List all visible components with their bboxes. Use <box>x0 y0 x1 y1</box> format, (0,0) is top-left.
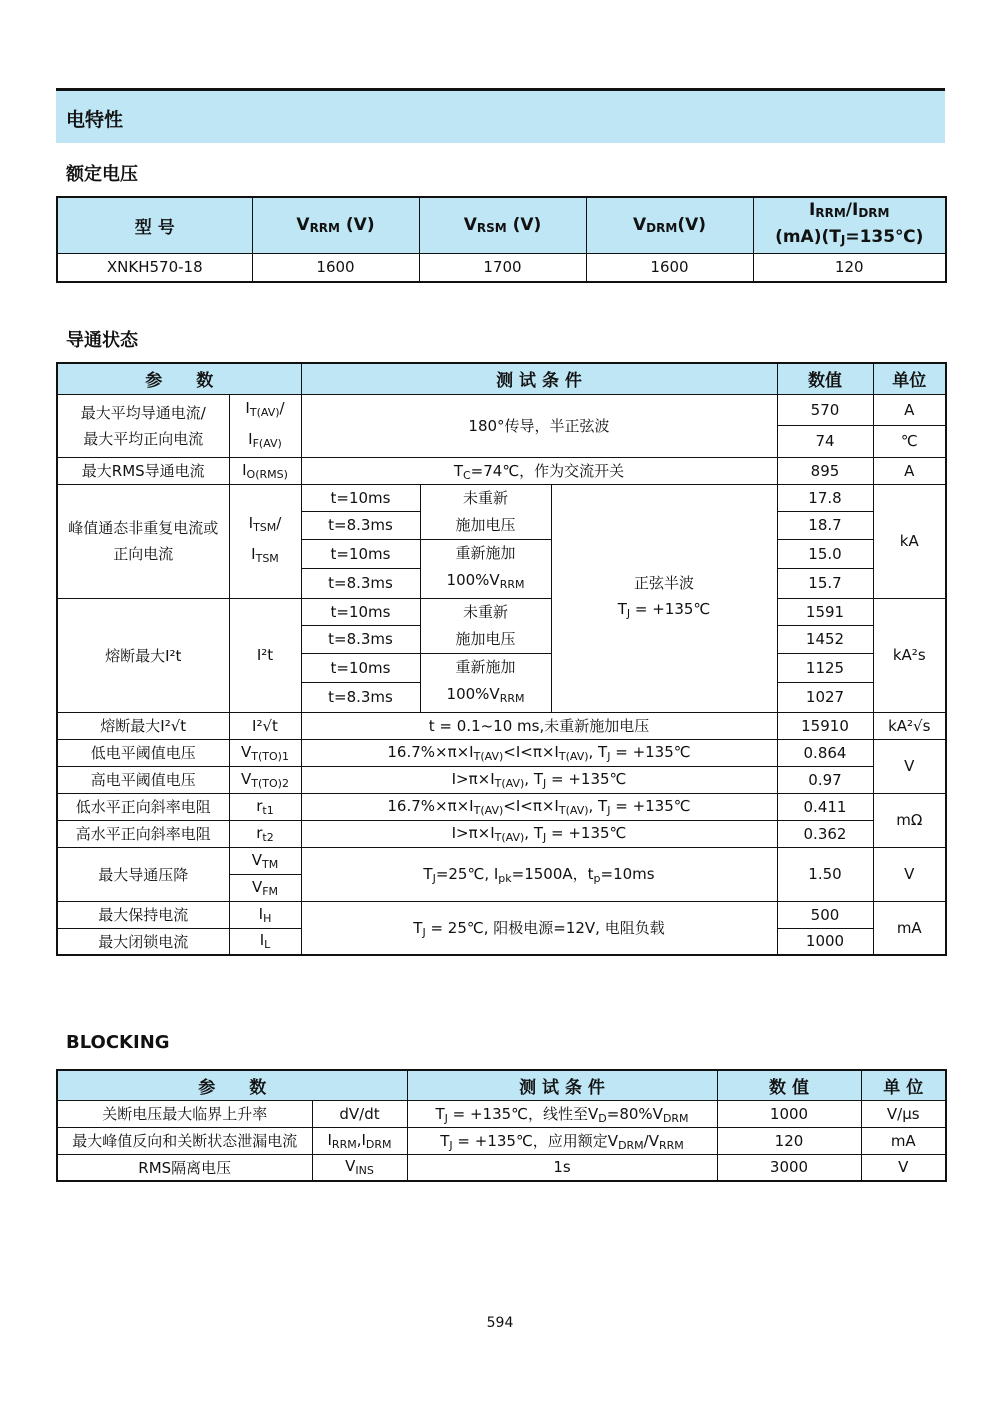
param-symbol: $I_{TSM}/$ $I_{TSM}$ <box>229 484 301 598</box>
value: 1125 <box>777 653 873 683</box>
table-header-row <box>57 363 946 394</box>
unit: A <box>873 394 946 426</box>
param-symbol: $r_{t1}$ <box>229 793 301 820</box>
table-row <box>57 598 946 626</box>
table-header-row <box>57 197 946 253</box>
header-vdrm: VDRM(V) <box>586 197 753 253</box>
param-name: 最大平均导通电流/ 最大平均正向电流 <box>57 394 229 457</box>
table-row <box>57 739 946 766</box>
header-unit: 单位 <box>873 363 946 394</box>
param-name: 最大RMS导通电流 <box>57 457 229 484</box>
unit: mA <box>873 901 946 955</box>
value: 0.362 <box>777 820 873 847</box>
table-row <box>57 457 946 484</box>
table-row <box>57 766 946 793</box>
on-state-table <box>56 362 947 956</box>
table-row <box>57 1100 946 1127</box>
test-condition: $16.7\%\times\pi\times I_{T(AV)}<I<\pi\times I_{T(AV)}$, $T_J$ = +135℃ <box>301 739 777 766</box>
rated-voltage-table <box>56 196 947 283</box>
param-name: 熔断最大I²√t <box>57 712 229 739</box>
header-param: 参 数 <box>57 1070 407 1100</box>
value: 74 <box>777 426 873 458</box>
header-vrrm: VRRM (V) <box>252 197 419 253</box>
param-symbol: dV/dt <box>312 1100 407 1127</box>
table-row <box>57 1127 946 1154</box>
test-condition: t = 0.1~10 ms,未重新施加电压 <box>301 712 777 739</box>
cell-model: XNKH570-18 <box>57 253 252 282</box>
voltage-condition: 未重新 施加电压 <box>420 484 551 539</box>
value: 15.7 <box>777 569 873 599</box>
time-condition: t=8.3ms <box>301 626 420 654</box>
value: 120 <box>717 1127 861 1154</box>
param-name: 高水平正向斜率电阻 <box>57 820 229 847</box>
test-condition: $I>\pi\times I_{T(AV)}$, $T_J$ = +135℃ <box>301 766 777 793</box>
value: 500 <box>777 901 873 928</box>
unit: mA <box>861 1127 946 1154</box>
test-condition: 1s <box>407 1154 717 1181</box>
header-value: 数 值 <box>717 1070 861 1100</box>
param-symbol: $r_{t2}$ <box>229 820 301 847</box>
value: 895 <box>777 457 873 484</box>
test-condition: $T_J=25℃$, $I_{pk}=1500A$，$t_p=10ms$ <box>301 847 777 901</box>
param-symbol: $I_L$ <box>229 928 301 955</box>
value: 15910 <box>777 712 873 739</box>
table-row <box>57 1154 946 1181</box>
test-condition: $16.7\%\times\pi\times I_{T(AV)}<I<\pi\times I_{T(AV)}$, $T_J$ = +135℃ <box>301 793 777 820</box>
value: 1000 <box>777 928 873 955</box>
param-name: 最大闭锁电流 <box>57 928 229 955</box>
cell-vrrm: 1600 <box>252 253 419 282</box>
table-row <box>57 484 946 512</box>
unit: A <box>873 457 946 484</box>
test-condition: $T_J$ = +135℃，应用额定$V_{DRM}/V_{RRM}$ <box>407 1127 717 1154</box>
table-header-row <box>57 1070 946 1100</box>
table-row <box>57 820 946 847</box>
cell-vrsm: 1700 <box>419 253 586 282</box>
test-condition: $T_J$ = 25℃, 阳极电源=12V, 电阻负载 <box>301 901 777 955</box>
value: 1.50 <box>777 847 873 901</box>
param-name: 最大峰值反向和关断状态泄漏电流 <box>57 1127 312 1154</box>
table-row <box>57 253 946 282</box>
param-symbol: $I_H$ <box>229 901 301 928</box>
blocking-table <box>56 1069 947 1182</box>
value: 1027 <box>777 683 873 713</box>
section-title-electrical: 电特性 <box>66 109 124 131</box>
value: 3000 <box>717 1154 861 1181</box>
voltage-condition: 未重新 施加电压 <box>420 598 551 653</box>
value: 1591 <box>777 598 873 626</box>
value: 15.0 <box>777 539 873 569</box>
param-symbol: $V_{INS}$ <box>312 1154 407 1181</box>
unit: mΩ <box>873 793 946 847</box>
time-condition: t=8.3ms <box>301 512 420 540</box>
param-symbol: $V_{FM}$ <box>229 874 301 901</box>
param-name: 关断电压最大临界上升率 <box>57 1100 312 1127</box>
header-unit: 单 位 <box>861 1070 946 1100</box>
header-vrsm: VRSM (V) <box>419 197 586 253</box>
param-name: RMS隔离电压 <box>57 1154 312 1181</box>
value: 0.864 <box>777 739 873 766</box>
param-symbol: I²√t <box>229 712 301 739</box>
section-banner <box>56 88 945 143</box>
value: 0.97 <box>777 766 873 793</box>
unit: V <box>861 1154 946 1181</box>
unit: V/μs <box>861 1100 946 1127</box>
header-irrm: IRRM/IDRM (mA)(TJ=135℃) <box>753 197 946 253</box>
page-number: 594 <box>486 1315 514 1331</box>
sine-condition: 正弦半波 $T_J$ = +135℃ <box>551 484 777 712</box>
value: 17.8 <box>777 484 873 512</box>
value: 570 <box>777 394 873 426</box>
rated-voltage-title: 额定电压 <box>66 164 138 185</box>
value: 18.7 <box>777 512 873 540</box>
table-row <box>57 847 946 874</box>
table-row <box>57 793 946 820</box>
blocking-title: BLOCKING <box>66 1032 170 1053</box>
test-condition: $T_C=74℃$，作为交流开关 <box>301 457 777 484</box>
param-symbol: $V_{T(TO)2}$ <box>229 766 301 793</box>
table-row <box>57 394 946 426</box>
unit: V <box>873 847 946 901</box>
header-param: 参 数 <box>57 363 301 394</box>
table-row <box>57 901 946 928</box>
param-symbol: I²t <box>229 598 301 712</box>
time-condition: t=10ms <box>301 539 420 569</box>
param-symbol: $V_{TM}$ <box>229 847 301 874</box>
time-condition: t=10ms <box>301 484 420 512</box>
voltage-condition: 重新施加 $100\%V_{RRM}$ <box>420 653 551 712</box>
param-symbol: $I_{RRM},I_{DRM}$ <box>312 1127 407 1154</box>
test-condition: $T_J$ = +135℃，线性至$V_D=80\%V_{DRM}$ <box>407 1100 717 1127</box>
test-condition: 180°传导，半正弦波 <box>301 394 777 457</box>
header-model: 型 号 <box>57 197 252 253</box>
value: 0.411 <box>777 793 873 820</box>
unit: V <box>873 739 946 793</box>
param-symbol: $V_{T(TO)1}$ <box>229 739 301 766</box>
header-value: 数值 <box>777 363 873 394</box>
param-name: 低水平正向斜率电阻 <box>57 793 229 820</box>
time-condition: t=8.3ms <box>301 569 420 599</box>
param-name: 最大导通压降 <box>57 847 229 901</box>
param-symbol: $I_{O(RMS)}$ <box>229 457 301 484</box>
on-state-title: 导通状态 <box>66 330 138 351</box>
time-condition: t=8.3ms <box>301 683 420 713</box>
time-condition: t=10ms <box>301 598 420 626</box>
param-symbol: $I_{T(AV)}/$ $I_{F(AV)}$ <box>229 394 301 457</box>
header-condition: 测 试 条 件 <box>301 363 777 394</box>
cell-vdrm: 1600 <box>586 253 753 282</box>
unit: ℃ <box>873 426 946 458</box>
param-name: 高电平阈值电压 <box>57 766 229 793</box>
voltage-condition: 重新施加 $100\%V_{RRM}$ <box>420 539 551 598</box>
value: 1000 <box>717 1100 861 1127</box>
value: 1452 <box>777 626 873 654</box>
param-name: 最大保持电流 <box>57 901 229 928</box>
table-row <box>57 712 946 739</box>
test-condition: $I>\pi\times I_{T(AV)}$, $T_J$ = +135℃ <box>301 820 777 847</box>
param-name: 低电平阈值电压 <box>57 739 229 766</box>
cell-irrm: 120 <box>753 253 946 282</box>
unit: kA <box>873 484 946 598</box>
unit: kA²s <box>873 598 946 712</box>
param-name: 峰值通态非重复电流或 正向电流 <box>57 484 229 598</box>
unit: kA²√s <box>873 712 946 739</box>
param-name: 熔断最大I²t <box>57 598 229 712</box>
header-condition: 测 试 条 件 <box>407 1070 717 1100</box>
time-condition: t=10ms <box>301 653 420 683</box>
